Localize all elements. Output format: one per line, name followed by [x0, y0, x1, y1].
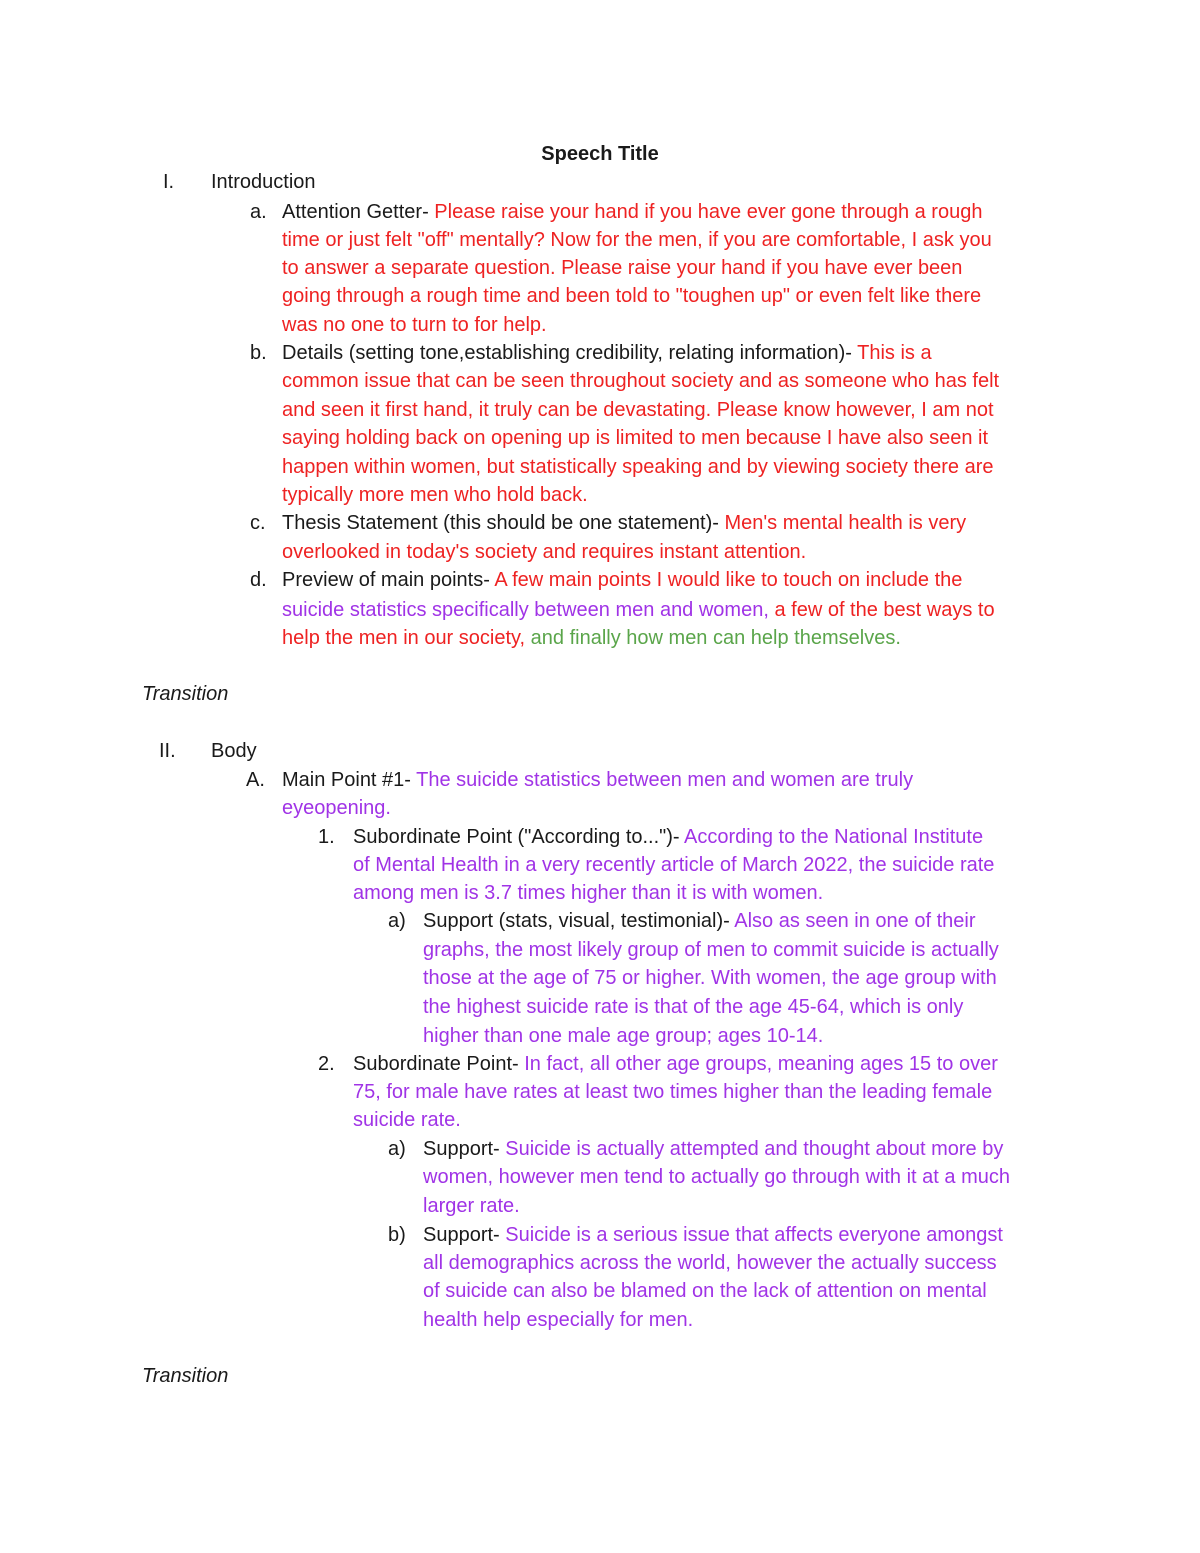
- support-2a-label: Support-: [423, 1138, 500, 1160]
- page-title: Speech Title: [541, 143, 659, 165]
- thesis-label: Thesis Statement (this should be one statement)-: [282, 512, 719, 534]
- details-line-5: happen within women, but statistically speaking and by viewing society there are: [282, 456, 994, 478]
- preview-line-3: [282, 624, 901, 652]
- details-line-1: [282, 339, 932, 367]
- support-1a-text: Also as seen in one of their: [729, 910, 976, 932]
- outline-marker-d: d.: [250, 569, 267, 591]
- support-2b-line-3: of suicide can also be blamed on the lack of attention on mental: [423, 1280, 987, 1302]
- support-1a-line-2: graphs, the most likely group of men to commit suicide is actually: [423, 939, 999, 961]
- attention-getter-line-1: [282, 198, 982, 226]
- subpoint-1-text: According to the National Institute: [679, 826, 984, 848]
- support-2b-line-4: health help especially for men.: [423, 1309, 694, 1331]
- subpoint-2-line-1: [353, 1050, 998, 1078]
- outline-marker-2b: b): [388, 1224, 406, 1246]
- preview-text-purple: suicide statistics specifically between men and women,: [282, 599, 769, 621]
- preview-line-1: [282, 566, 962, 594]
- support-2a-line-1: [423, 1135, 1003, 1163]
- support-1a-line-5: higher than one male age group; ages 10-14.: [423, 1025, 824, 1047]
- subpoint-1-line-1: [353, 823, 983, 851]
- section-heading-body: Body: [211, 740, 257, 762]
- outline-marker-1: 1.: [318, 826, 335, 848]
- attention-getter-line-2: time or just felt "off" mentally? Now for the men, if you are comfortable, I ask you: [282, 229, 992, 251]
- thesis-line-1: [282, 509, 966, 537]
- attention-getter-text: Please raise your hand if you have ever gone through a rough: [428, 201, 983, 223]
- support-2a-line-3: larger rate.: [423, 1195, 520, 1217]
- subpoint-1-line-3: among men is 3.7 times higher than it is with women.: [353, 882, 824, 904]
- outline-numeral-body: II.: [159, 740, 176, 762]
- details-line-3: and seen it first hand, it truly can be devastating. Please know however, I am not: [282, 399, 994, 421]
- thesis-line-2: overlooked in today's society and requires instant attention.: [282, 541, 807, 563]
- subpoint-2-label: Subordinate Point-: [353, 1053, 519, 1075]
- subpoint-2-text: In fact, all other age groups, meaning ages 15 to over: [518, 1053, 998, 1075]
- support-2b-text: Suicide is a serious issue that affects everyone amongst: [499, 1224, 1003, 1246]
- transition-label-2: Transition: [142, 1365, 229, 1387]
- support-2a-line-2: women, however men tend to actually go through with it at a much: [423, 1166, 1010, 1188]
- support-2b-line-2: all demographics across the world, however the actually success: [423, 1252, 997, 1274]
- outline-marker-a: a.: [250, 201, 267, 223]
- details-line-6: typically more men who hold back.: [282, 484, 588, 506]
- subpoint-2-line-3: suicide rate.: [353, 1109, 461, 1131]
- details-label: Details (setting tone,establishing credibility, relating information)-: [282, 342, 852, 364]
- outline-marker-2a: a): [388, 1138, 406, 1160]
- preview-text-red-3: help the men in our society,: [282, 627, 526, 649]
- support-1a-line-1: [423, 907, 976, 935]
- main-point-1-label: Main Point #1-: [282, 769, 411, 791]
- support-2b-label: Support-: [423, 1224, 500, 1246]
- details-line-2: common issue that can be seen throughout society and as someone who has felt: [282, 370, 1000, 392]
- outline-marker-A: A.: [246, 769, 265, 791]
- subpoint-2-line-2: 75, for male have rates at least two times higher than the leading female: [353, 1081, 993, 1103]
- preview-text-red-2: a few of the best ways to: [768, 599, 995, 621]
- outline-marker-b: b.: [250, 342, 267, 364]
- outline-numeral-introduction: I.: [163, 171, 175, 193]
- support-1a-line-3: those at the age of 75 or higher. With women, the age group with: [423, 967, 997, 989]
- main-point-1-text: The suicide statistics between men and women are truly: [410, 769, 914, 791]
- support-1a-label: Support (stats, visual, testimonial)-: [423, 910, 730, 932]
- details-line-4: saying holding back on opening up is limited to men because I have also seen it: [282, 427, 989, 449]
- preview-line-2: [282, 596, 995, 624]
- outline-marker-2: 2.: [318, 1053, 335, 1075]
- support-1a-line-4: the highest suicide rate is that of the age 45-64, which is only: [423, 996, 964, 1018]
- attention-getter-line-3: to answer a separate question. Please raise your hand if you have ever been: [282, 257, 963, 279]
- subpoint-1-label: Subordinate Point ("According to...")-: [353, 826, 680, 848]
- preview-text-red: A few main points I would like to touch on include the: [489, 569, 963, 591]
- preview-text-green: and finally how men can help themselves.: [525, 627, 901, 649]
- support-2a-text: Suicide is actually attempted and thought about more by: [499, 1138, 1004, 1160]
- attention-getter-label: Attention Getter-: [282, 201, 429, 223]
- thesis-text: Men's mental health is very: [718, 512, 967, 534]
- subpoint-1-line-2: of Mental Health in a very recently article of March 2022, the suicide rate: [353, 854, 995, 876]
- preview-label: Preview of main points-: [282, 569, 490, 591]
- attention-getter-line-5: was no one to turn to for help.: [282, 314, 547, 336]
- details-text: This is a: [851, 342, 932, 364]
- transition-label-1: Transition: [142, 683, 229, 705]
- support-2b-line-1: [423, 1221, 1003, 1249]
- main-point-1-line-2: eyeopening.: [282, 797, 391, 819]
- outline-marker-1a: a): [388, 910, 406, 932]
- attention-getter-line-4: going through a rough time and been told to "toughen up" or even felt like there: [282, 285, 982, 307]
- main-point-1-line-1: [282, 766, 913, 794]
- outline-marker-c: c.: [250, 512, 266, 534]
- section-heading-introduction: Introduction: [211, 171, 316, 193]
